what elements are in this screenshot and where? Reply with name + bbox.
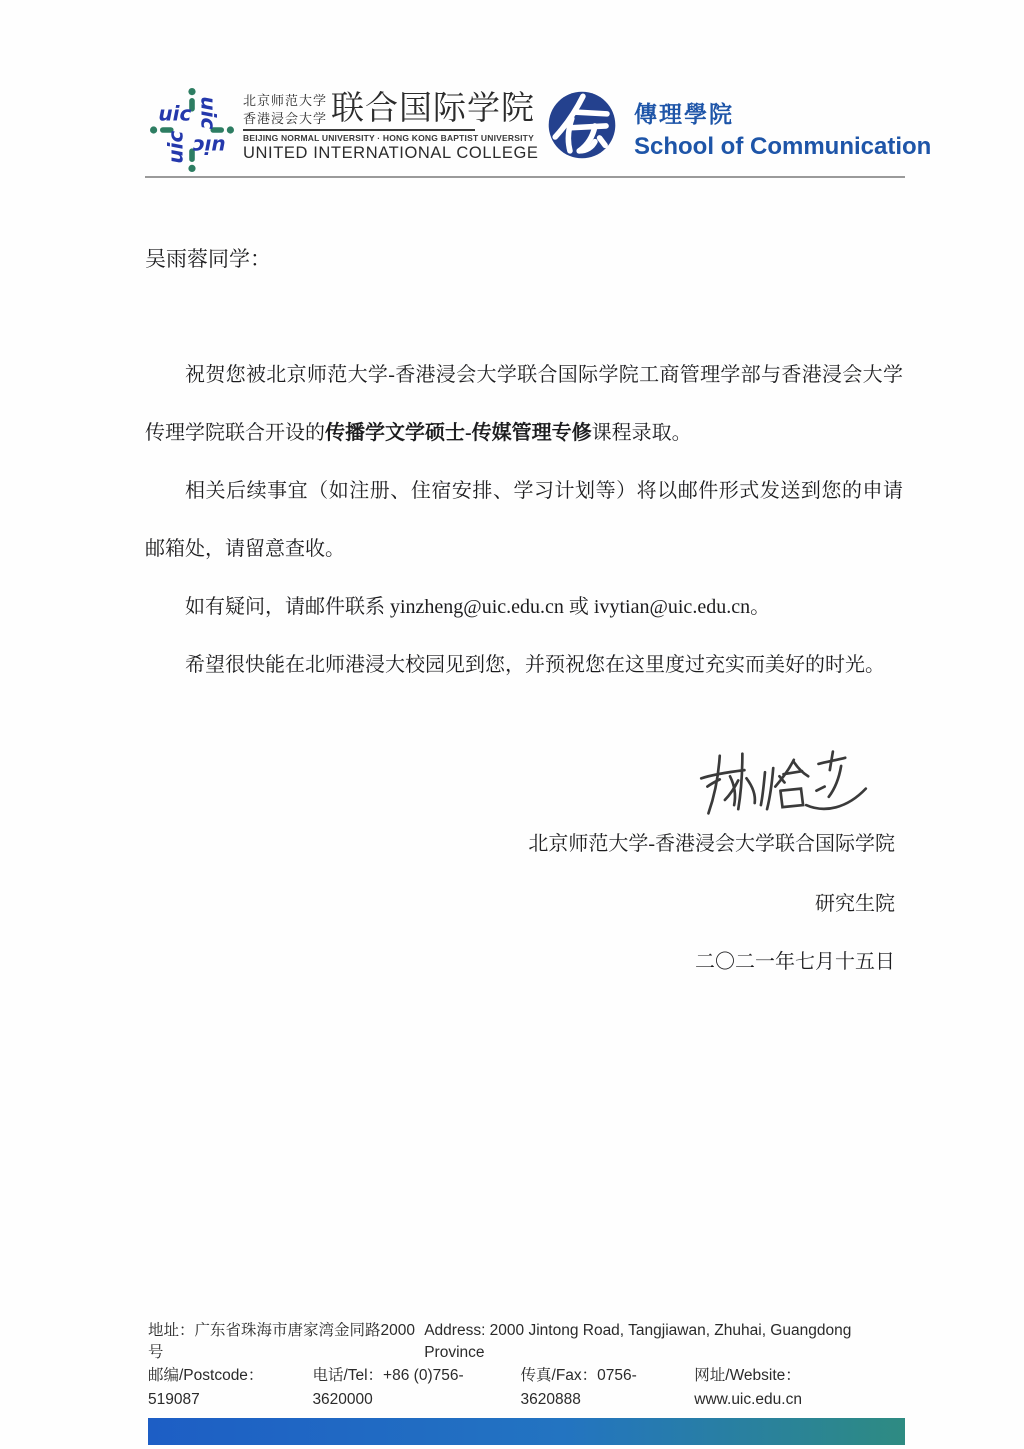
letter-body (145, 346, 903, 694)
uic-cn-small-1: 北京师范大学 (243, 93, 328, 108)
footer-address-en: Address: 2000 Jintong Road, Tangjiawan, Zhuhai, Guangdong Province (424, 1322, 852, 1361)
soc-cn-title: 傳理學院 (634, 101, 734, 127)
soc-en-title: School of Communication (634, 133, 932, 160)
uic-en-large: UNITED INTERNATIONAL COLLEGE (243, 144, 539, 162)
uic-en-small: BEIJING NORMAL UNIVERSITY · HONG KONG BAPTIST UNIVERSITY (243, 133, 534, 143)
paragraph-admission (145, 346, 903, 462)
soc-wordmark (634, 100, 931, 162)
p1-text-before: 祝贺您被北京师范大学-香港浸会大学联合国际学院工商管理学部与香港浸会大学传理学院联合开设的 (145, 364, 903, 444)
footer-address-cn: 地址：广东省珠海市唐家湾金同路2000号 (148, 1322, 415, 1361)
uic-wordmark-divider (243, 129, 475, 131)
svg-text:uic: uic (158, 101, 192, 126)
paragraph-wishes: 希望很快能在北师港浸大校园见到您，并预祝您在这里度过充实而美好的时光。 (185, 654, 885, 676)
signature-handwriting-icon (693, 745, 873, 823)
signature-date: 二〇二一年七月十五日 (695, 951, 895, 973)
uic-cn-small-2: 香港浸会大学 (243, 111, 328, 126)
footer-gradient-bar (148, 1418, 905, 1445)
signature-dept: 研究生院 (815, 893, 895, 915)
paragraph-contact: 如有疑问，请邮件联系 yinzheng@uic.edu.cn 或 ivytian@uic.edu.cn。 (185, 596, 771, 618)
header-divider (145, 176, 905, 178)
footer-tel: 电话/Tel：+86 (0)756-3620000 (312, 1367, 464, 1408)
salutation: 吴雨蓉同学： (145, 247, 271, 271)
uic-wordmark (243, 90, 543, 163)
p1-programme-name: 传播学文学硕士-传媒管理专修 (325, 422, 592, 444)
uic-logo-icon (148, 84, 236, 181)
school-of-communication-logo-icon (545, 88, 619, 167)
footer-contact-line (148, 1364, 905, 1412)
p1-text-after: 课程录取。 (591, 422, 692, 444)
paragraph-followup: 相关后续事宜（如注册、住宿安排、学习计划等）将以邮件形式发送到您的申请邮箱处，请留意查收。 (145, 480, 903, 560)
footer (148, 1320, 905, 1445)
footer-website: 网址/Website：www.uic.edu.cn (694, 1367, 802, 1408)
footer-postcode: 邮编/Postcode：519087 (148, 1367, 264, 1408)
signature-org: 北京师范大学-香港浸会大学联合国际学院 (528, 833, 895, 855)
signature-block (145, 745, 903, 977)
uic-cn-large: 联合国际学院 (331, 89, 536, 126)
footer-address-line (148, 1320, 905, 1364)
footer-fax: 传真/Fax：0756-3620888 (520, 1367, 637, 1408)
